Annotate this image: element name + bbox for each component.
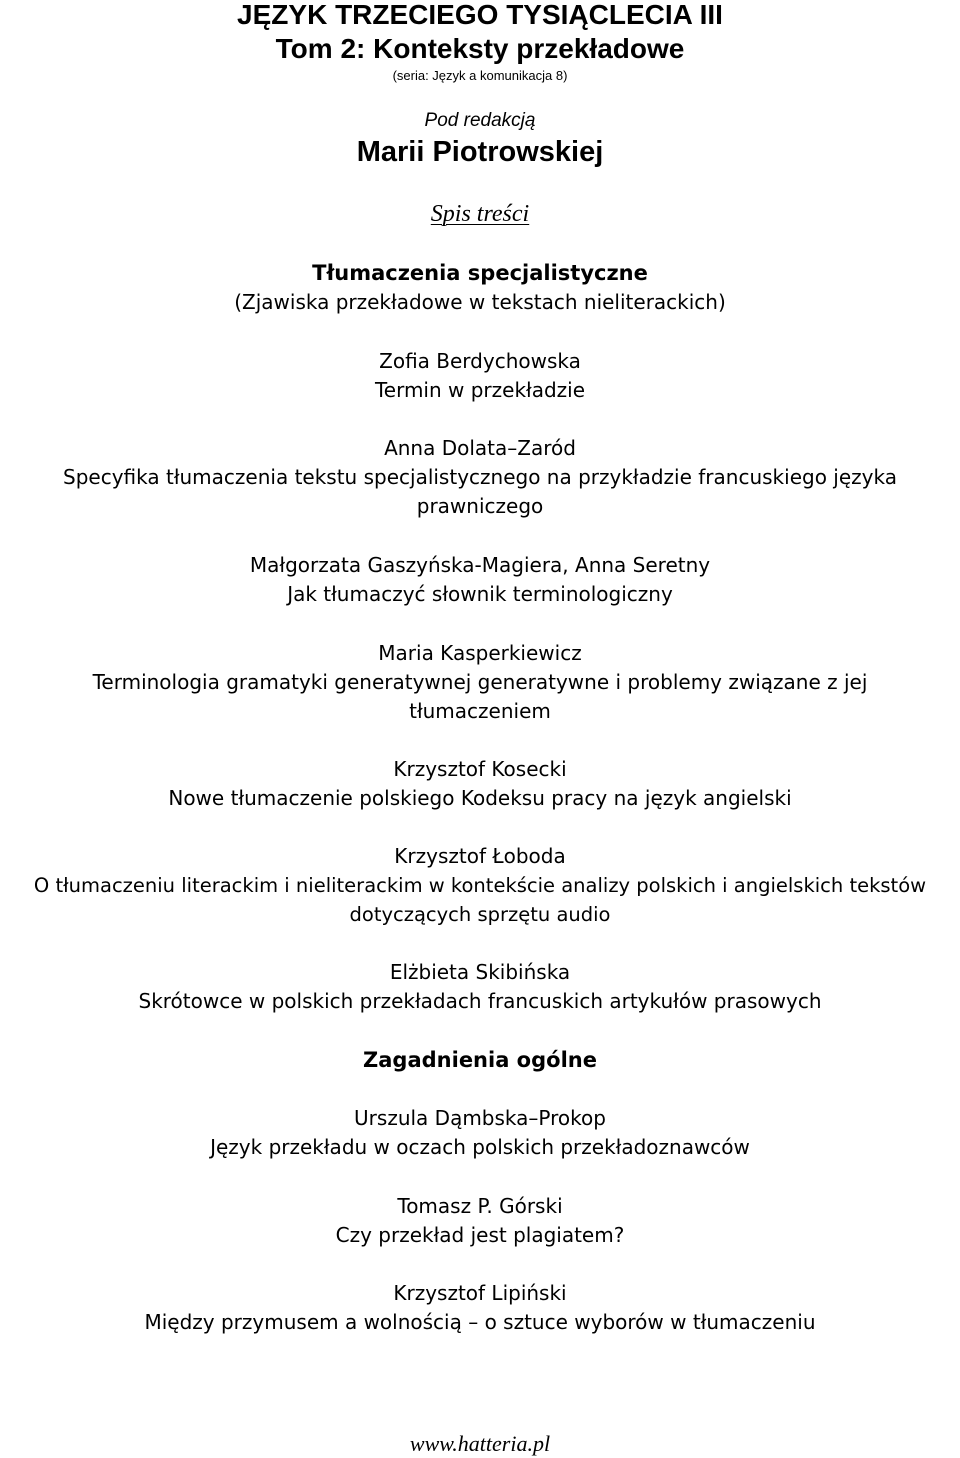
entry-author: Tomasz P. Górski xyxy=(397,1194,563,1218)
entry-title: Czy przekład jest plagiatem? xyxy=(335,1223,625,1247)
entry-title: O tłumaczeniu literackim i nieliterackim w kontekście analizy polskich i angielskich tekstów dotyczących sprzętu audio xyxy=(33,874,927,926)
entry-author: Urszula Dąmbska–Prokop xyxy=(354,1106,606,1130)
entry-title: Termin w przekładzie xyxy=(374,378,586,402)
section-title: Tłumaczenia specjalistyczne xyxy=(312,261,648,285)
toc-entry xyxy=(0,842,960,929)
book-subtitle: Tom 2: Konteksty przekładowe xyxy=(275,33,685,64)
entry-author: Elżbieta Skibińska xyxy=(389,960,571,984)
toc-entry xyxy=(0,639,960,726)
entry-author: Małgorzata Gaszyńska-Magiera, Anna Seretny xyxy=(249,553,711,577)
section-note: (Zjawiska przekładowe w tekstach nieliterackich) xyxy=(234,290,726,314)
entry-title: Terminologia gramatyki generatywnej generatywne i problemy związane z jej tłumaczeniem xyxy=(92,670,868,723)
editor-label: Pod redakcją xyxy=(424,110,536,131)
entry-author: Krzysztof Łoboda xyxy=(394,844,566,868)
entry-author: Maria Kasperkiewicz xyxy=(378,641,582,665)
book-title: JĘZYK TRZECIEGO TYSIĄCLECIA III xyxy=(237,0,723,30)
editor-name: Marii Piotrowskiej xyxy=(356,136,604,168)
toc-entry xyxy=(0,434,960,521)
toc-entry xyxy=(0,1192,960,1250)
series-note: (seria: Język a komunikacja 8) xyxy=(392,68,568,83)
entry-title: Nowe tłumaczenie polskiego Kodeksu pracy na język angielski xyxy=(168,786,792,810)
toc-entry xyxy=(0,1279,960,1337)
entry-author: Anna Dolata–Zaród xyxy=(384,436,576,460)
entry-title: Specyfika tłumaczenia tekstu specjalistycznego na przykładzie francuskiego języka prawniczego xyxy=(63,465,897,518)
entry-author: Krzysztof Lipiński xyxy=(393,1281,567,1305)
entry-title: Skrótowce w polskich przekładach francuskich artykułów prasowych xyxy=(138,989,822,1013)
toc-heading xyxy=(0,200,960,228)
toc-entry xyxy=(0,1104,960,1162)
toc-entry xyxy=(0,551,960,609)
toc-entry xyxy=(0,958,960,1016)
entry-author: Zofia Berdychowska xyxy=(379,349,581,373)
entry-title: Między przymusem a wolnością – o sztuce wyborów w tłumaczeniu xyxy=(144,1310,816,1334)
toc-entry xyxy=(0,347,960,405)
toc-entry xyxy=(0,755,960,813)
section-title: Zagadnienia ogólne xyxy=(363,1048,597,1072)
entry-title: Język przekładu w oczach polskich przekładoznawców xyxy=(210,1135,750,1159)
entry-author: Krzysztof Kosecki xyxy=(393,757,567,781)
entry-title: Jak tłumaczyć słownik terminologiczny xyxy=(287,582,673,606)
toc-heading-text: Spis treści xyxy=(430,201,530,227)
footer-website: www.hatteria.pl xyxy=(409,1431,551,1456)
